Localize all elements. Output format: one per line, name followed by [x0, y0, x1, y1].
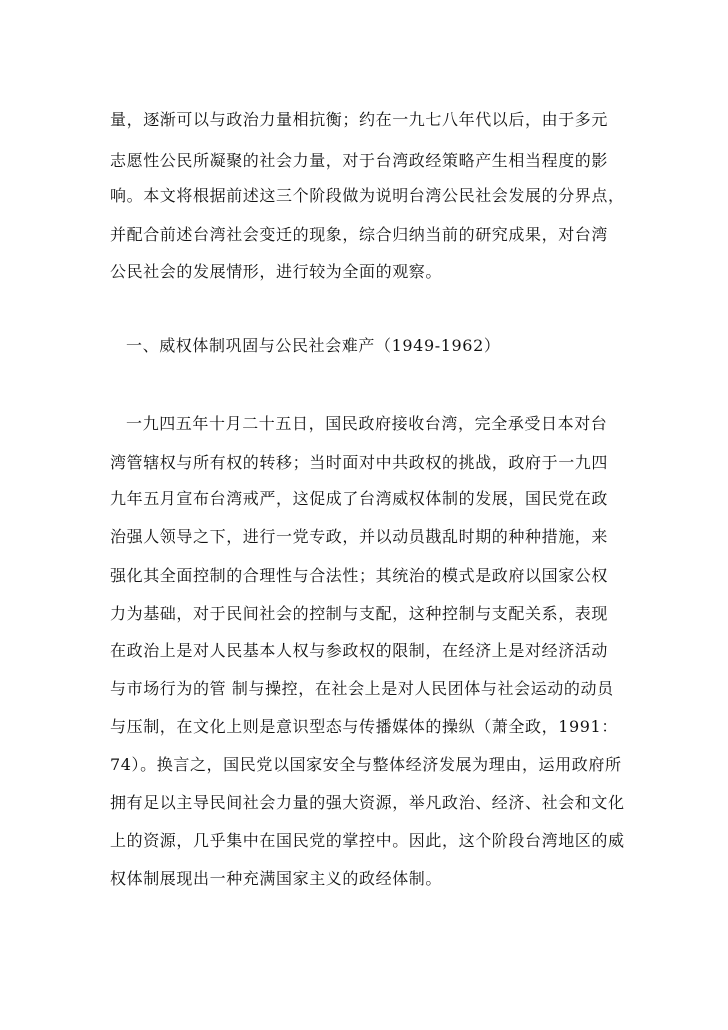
section-heading: 一、威权体制巩固与公民社会难产（1949-1962） — [126, 336, 501, 355]
section-line-5: 强化其全面控制的合理性与合法性；其统治的模式是政府以国家公权 — [110, 566, 609, 585]
section-line-1: 一九四五年十月二十五日，国民政府接收台湾，完全承受日本对台 — [126, 414, 608, 433]
section-line-12: 上的资源，几乎集中在国民党的掌控中。因此，这个阶段台湾地区的威 — [110, 831, 625, 850]
section-line-8: 与市场行为的管 制与操控，在社会上是对人民团体与社会运动的动员 — [110, 679, 614, 698]
section-line-7: 在政治上是对人民基本人权与参政权的限制，在经济上是对经济活动 — [110, 641, 609, 660]
section-line-13: 权体制展现出一种充满国家主义的政经体制。 — [110, 869, 443, 888]
section-line-3: 九年五月宣布台湾戒严，这促成了台湾威权体制的发展，国民党在政 — [110, 489, 609, 508]
section-line-2: 湾管辖权与所有权的转移；当时面对中共政权的挑战，政府于一九四 — [110, 453, 609, 472]
intro-line-2: 志愿性公民所凝聚的社会力量，对于台湾政经策略产生相当程度的影 — [110, 151, 609, 170]
section-line-10: 74）。换言之，国民党以国家安全与整体经济发展为理由，运用政府所 — [110, 755, 622, 774]
intro-line-5: 公民社会的发展情形，进行较为全面的观察。 — [110, 262, 443, 281]
section-line-6: 力为基础，对于民间社会的控制与支配，这种控制与支配关系，表现 — [110, 604, 609, 623]
intro-line-1: 量，逐渐可以与政治力量相抗衡；约在一九七八年代以后，由于多元 — [110, 110, 609, 129]
intro-line-4: 并配合前述台湾社会变迁的现象，综合归纳当前的研究成果，对台湾 — [110, 225, 609, 244]
section-line-9: 与压制，在文化上则是意识型态与传播媒体的操纵（萧全政，1991： — [110, 717, 618, 736]
section-line-11: 拥有足以主导民间社会力量的强大资源，举凡政治、经济、社会和文化 — [110, 793, 625, 812]
section-line-4: 治强人领导之下，进行一党专政，并以动员戡乱时期的种种措施，来 — [110, 527, 609, 546]
intro-line-3: 响。本文将根据前述这三个阶段做为说明台湾公民社会发展的分界点， — [110, 186, 625, 205]
